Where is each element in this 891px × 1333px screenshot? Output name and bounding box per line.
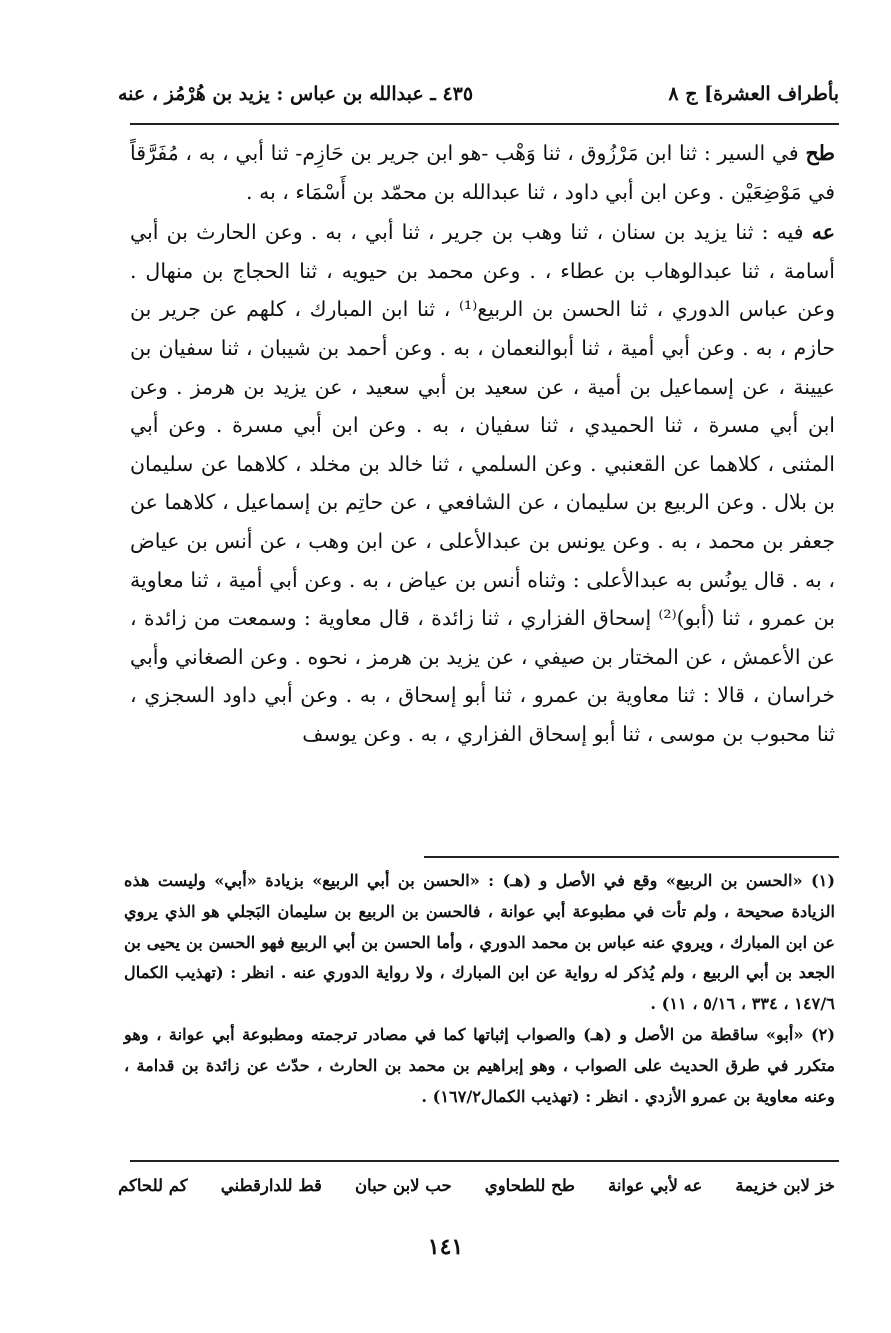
paragraph-text: في السير : ثنا ابن مَرْزُوق ، ثنا وَهْب -هو ابن جرير بن حَازِم- ثنا أبي ، به ، مُفَرَّقاً في مَوْضِعَيْن . وعن ابن أبي داود ، ثنا عبدالله بن محمّد بن أَسْمَاء ، به . [130,141,835,204]
page-number: ١٤١ [427,1234,464,1260]
running-header [118,78,839,110]
abbreviation-key [118,1176,835,1195]
abbrev-abu-awana: عه لأبي عوانة [607,1176,703,1195]
header-rule [130,123,839,125]
main-text [130,134,835,754]
footnotes [124,866,835,1112]
footer-rule [130,1160,839,1162]
abbrev-tahawi: طح للطحاوي [484,1176,575,1195]
header-chapter-title: ٤٣٥ ـ عبدالله بن عباس : يزيد بن هُرْمُز ، عنه [118,83,474,105]
footnote-separator [424,856,839,858]
paragraph-abu-awana [130,213,835,753]
abbrev-khuzaymah: خز لابن خزيمة [735,1176,835,1195]
abbrev-hakim: كم للحاكم [118,1176,188,1195]
abbrev-daraqutni: قط للدارقطني [220,1176,322,1195]
abbrev-ibn-hibban: حب لابن حبان [354,1176,452,1195]
source-code-ah: عه [811,220,835,245]
paragraph-tahawi [130,134,835,211]
source-code-tah: طح [805,141,835,165]
footnote-2: (٢) «أبو» ساقطة من الأصل و (هـ) والصواب إثباتها كما في مصادر ترجمته ومطبوعة أبي عوانة ، وهو متكرر في طرق الحديث على الصواب ، وهو إبراهيم بن محمد بن الحارث ، حدّث عن زائدة بن قدامة ، وعنه معاوية بن عمرو الأزدي . انظر : (تهذيب الكمال١٦٧/٢) . [124,1024,835,1106]
footnote-1: (١) «الحسن بن الربيع» وقع في الأصل و (هـ) : «الحسن بن أبي الربيع» بزيادة «أبي» وليست هذه الزيادة صحيحة ، ولم تأت في مطبوعة أبي عوانة ، فالحسن بن الربيع بن سليمان البَجلي هو الذي يروي عن ابن المبارك ، ويروي عنه عباس بن محمد الدوري ، وأما الحسن بن أبي الربيع فهو الحسن بن يحيى بن الجعد بن أبي الربيع ، ولم يُذكر له رواية عن ابن المبارك ، ولا رواية الدوري عنه . انظر : (تهذيب الكمال ١٤٧/٦ ، ٣٣٤ ، ٥/١٦ ، ١١) . [124,871,835,1014]
paragraph-text: فيه : ثنا يزيد بن سنان ، ثنا وهب بن جرير ، ثنا أبي ، به . وعن الحارث بن أبي أسامة ، ثنا عبدالوهاب بن عطاء ، . وعن محمد بن حيويه ، ثنا الحجاج بن منهال . وعن عباس الدوري ، ثنا الحسن بن الربيع⁽¹⁾ ، ثنا ابن المبارك ، كلهم عن جرير بن حازم ، به . وعن أبي أمية ، ثنا أبوالنعمان ، به . وعن أحمد بن شيبان ، ثنا سفيان بن عيينة ، عن إسماعيل بن أمية ، عن سعيد بن أبي سعيد ، عن يزيد بن هرمز . وعن ابن أبي مسرة ، ثنا الحميدي ، ثنا سفيان ، به . وعن ابن أبي مسرة . وعن أبي المثنى ، كلاهما عن القعنبي . وعن السلمي ، ثنا خالد بن مخلد ، كلاهما عن سليمان بن بلال . وعن الربيع بن سليمان ، عن الشافعي ، عن حاتِم بن إسماعيل ، كلاهما عن جعفر بن محمد ، به . وعن يونس بن عبدالأعلى ، عن ابن وهب ، عن أنس بن عياض ، به . قال يونُس به عبدالأعلى : وثناه أنس بن عياض ، به . وعن أبي أمية ، ثنا معاوية بن عمرو ، ثنا (أبو)⁽²⁾ إسحاق الفزاري ، ثنا زائدة ، قال معاوية : وسمعت من زائدة ، عن الأعمش ، عن المختار بن صيفي ، عن يزيد بن هرمز ، نحوه . وعن الصغاني وأبي خراسان ، قالا : ثنا معاوية بن عمرو ، ثنا أبو إسحاق ، به . وعن أبي داود السجزي ، ثنا محبوب بن موسى ، ثنا أبو إسحاق الفزاري ، به . وعن يوسف [130,220,835,746]
header-book-title: بأطراف العشرة] ج ٨ [668,83,839,105]
